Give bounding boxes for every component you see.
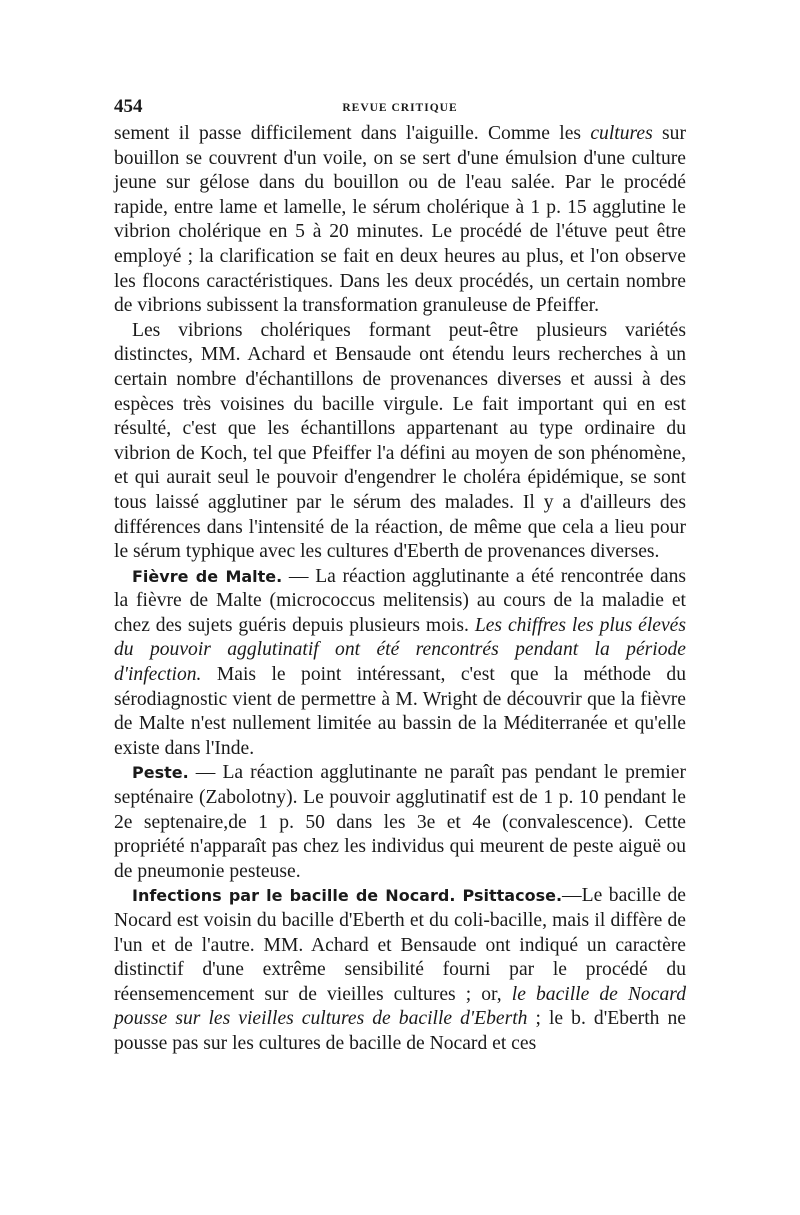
paragraph <box>114 565 686 762</box>
page-number: 454 <box>114 96 143 117</box>
paragraph <box>114 761 686 884</box>
text-span: — La réaction agglutinante a été rencontrée dans la fièvre de Malte (micrococcus melitensis) au cours de la maladie et chez des sujets guéris depuis plusieurs mois. <box>114 565 686 636</box>
text-span: —Le bacille de Nocard est voisin du bacille d'Eberth et du coli-bacille, mais il diffère de l'un et de l'autre. MM. Achard et Bensaude ont indiqué un caractère distinctif d'une extrême sensibilité fourni par le procédé du réensemencement sur de vieilles cultures ; or, <box>114 885 686 1005</box>
section-heading: Fièvre de Malte. <box>132 566 283 586</box>
text-span: Les vibrions cholériques formant peut-être plusieurs variétés distinctes, MM. Achard et Bensaude ont étendu leurs recherches à un certain nombre d'échantillons de provenances diverses et aussi à des espèces très voisines du bacille virgule. Le fait important qui en est résulté, c'est que les échantillons appartenant au type ordinaire du vibrion de Koch, tel que Pfeiffer l'a défini au moyen de son phénomène, et qui aurait seul le pouvoir d'engendrer le choléra épidémique, se sont tous laissé agglutiner par le sérum des malades. Il y a d'ailleurs des différences dans l'intensité de la réaction, de même que cela a lieu pour le sérum typhique avec les cultures d'Eberth de provenances diverses. <box>114 319 686 563</box>
paragraph <box>114 319 686 565</box>
section-heading: Infections par le bacille de Nocard. Psittacose. <box>132 886 563 906</box>
italic-text: Les chiffres les plus élevés du pouvoir agglutinatif ont été rencontrés pendant la période d'infection. <box>114 614 686 686</box>
text-span: sement il passe difficilement dans l'aiguille. Comme les <box>114 123 591 144</box>
paragraph <box>114 884 686 1056</box>
italic-text: cultures <box>590 123 653 144</box>
text-span: ; le b. d'Eberth ne pousse pas sur les cultures de bacille de Nocard et ces <box>114 1008 686 1054</box>
book-page <box>114 96 686 1057</box>
text-span: sur bouillon se couvrent d'un voile, on se sert d'une émulsion d'une culture jeune sur gélose dans du bouillon ou de l'eau salée. Par le procédé rapide, entre lame et lamelle, le sérum cholérique à 1 p. 15 agglutine le vibrion cholérique en 5 à 20 minutes. Le procédé de l'étuve peut être employé ; la clarification se fait en deux heures au plus, et l'on observe les flocons caractéristiques. Dans les deux procédés, un certain nombre de vibrions subissent la transformation granuleuse de Pfeiffer. <box>114 123 686 317</box>
section-heading: Peste. <box>132 763 189 783</box>
text-span: — La réaction agglutinante ne paraît pas pendant le premier septénaire (Zabolotny). Le pouvoir agglutinatif est de 1 p. 10 pendant le 2e septenaire,de 1 p. 50 dans les 3e et 4e (convalescence). Cette propriété n'apparaît pas chez les individus qui meurent de peste aiguë ou de pneumonie pesteuse. <box>114 762 686 882</box>
journal-title: REVUE CRITIQUE <box>342 102 458 114</box>
running-head <box>114 96 686 122</box>
italic-text: le bacille de Nocard pousse sur les vieilles cultures de bacille d'Eberth <box>114 983 686 1030</box>
body-text <box>114 122 686 1057</box>
paragraph <box>114 122 686 319</box>
text-span: Mais le point intéressant, c'est que la méthode du sérodiagnostic vient de permettre à M. Wright de découvrir que la fièvre de Malte n'est nullement limitée au bassin de la Méditerranée et qu'elle existe dans l'Inde. <box>114 664 686 759</box>
